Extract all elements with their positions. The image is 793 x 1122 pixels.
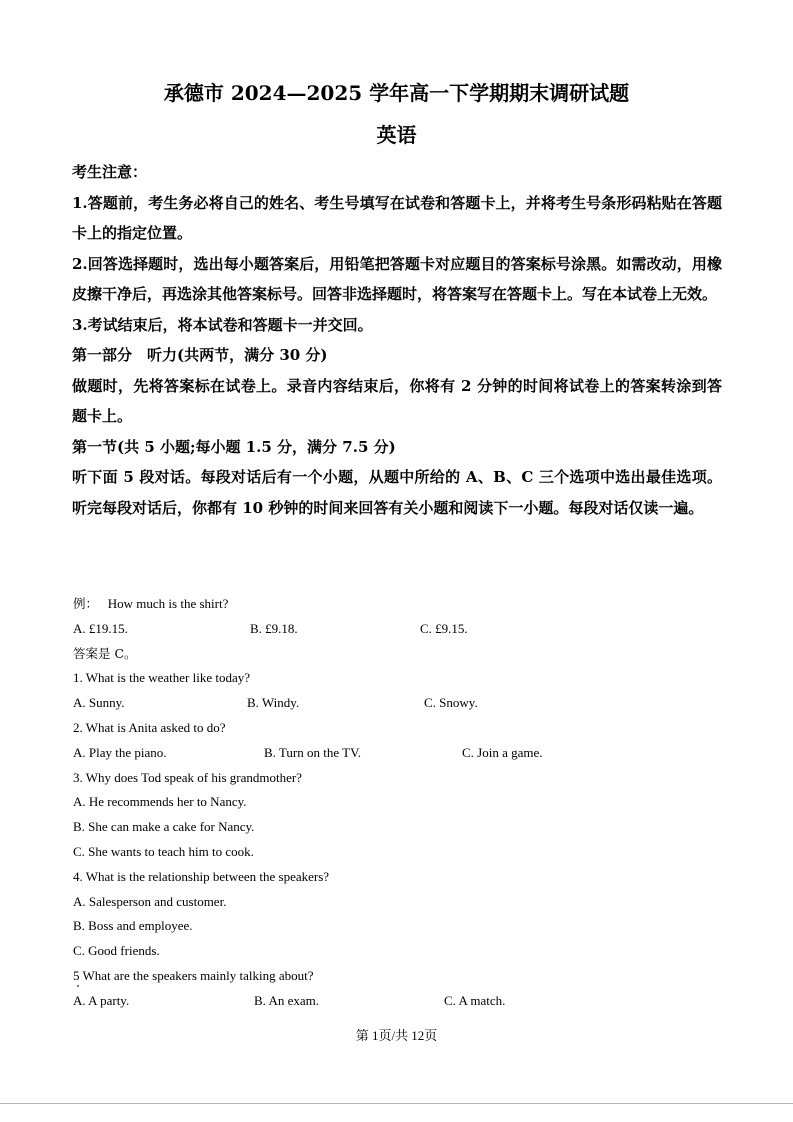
example-option-c: C. £9.15. [420,620,468,636]
question-3-option-c: C. She wants to teach him to cook. [73,843,254,859]
notice-item-1: 1.答题前，考生务必将自己的姓名、考生号填写在试卷和答题卡上，并将考生号条形码粘贴在答题卡上的指定位置。 [72,193,722,242]
example-question: How much is the shirt? [107,596,229,611]
section1-instruction: 听下面 5 段对话。每段对话后有一个小题，从题中所给的 A、B、C 三个选项中选出最佳选项。听完每段对话后，你都有 10 秒钟的时间来回答有关小题和阅读下一小题。每段对话仅读一遍。 [72,468,722,517]
question-4-option-a: A. Salesperson and customer. [73,893,227,909]
question-2-stem: 2. What is Anita asked to do? [73,719,226,735]
question-5-option-a: A. A party. [73,992,130,1008]
question-1-stem: 1. What is the weather like today? [73,670,251,686]
page-footer: 第 1页/共 12页 [355,1028,438,1043]
question-1-option-a: A. Sunny. [73,695,125,711]
question-3-option-b: B. She can make a cake for Nancy. [73,819,255,835]
notice-item-2: 2.回答选择题时，选出每小题答案后，用铅笔把答题卡对应题目的答案标号涂黑。如需改动，用橡皮擦干净后，再选涂其他答案标号。回答非选择题时，将答案写在答题卡上。写在本试卷上无效。 [72,254,722,303]
question-3-stem: 3. Why does Tod speak of his grandmother? [73,769,302,785]
subject-title: 英语 [376,123,417,147]
stray-dot [77,985,79,987]
question-1-option-c: C. Snowy. [424,695,478,711]
question-3-option-a: A. He recommends her to Nancy. [73,794,247,810]
example-options [73,617,723,642]
question-2-option-c: C. Join a game. [462,744,543,760]
example-question-row [73,592,723,617]
bottom-divider [0,1103,793,1104]
question-5-option-c: C. A match. [444,992,506,1008]
notice-block [72,157,722,523]
question-4-option-b: B. Boss and employee. [73,918,193,934]
exam-title: 承德市 2024—2025 学年高一下学期期末调研试题 [163,81,630,105]
example-label: 例： [73,596,99,611]
question-2-option-b: B. Turn on the TV. [264,744,362,760]
question-5-option-b: B. An exam. [254,992,319,1008]
part1-heading: 第一部分 听力(共两节，满分 30 分) [72,346,328,364]
question-1-option-b: B. Windy. [247,695,300,711]
notice-item-3: 3.考试结束后，将本试卷和答题卡一并交回。 [72,315,373,334]
question-5-stem: 5 What are the speakers mainly talking about? [73,967,314,983]
example-option-b: B. £9.18. [250,620,298,636]
listening-questions [73,592,723,1014]
example-option-a: A. £19.15. [73,620,128,636]
notice-heading: 考生注意： [72,163,148,181]
question-2-option-a: A. Play the piano. [73,744,167,760]
question-4-option-c: C. Good friends. [73,943,160,959]
section1-heading: 第一节(共 5 小题;每小题 1.5 分，满分 7.5 分) [72,437,396,456]
question-1-options [73,691,723,716]
part1-instruction: 做题时，先将答案标在试卷上。录音内容结束后，你将有 2 分钟的时间将试卷上的答案转涂到答题卡上。 [72,376,722,425]
example-answer: 答案是 C。 [73,645,137,661]
question-4-stem: 4. What is the relationship between the speakers? [73,868,330,884]
question-5-options [73,989,723,1014]
question-2-options [73,741,723,766]
